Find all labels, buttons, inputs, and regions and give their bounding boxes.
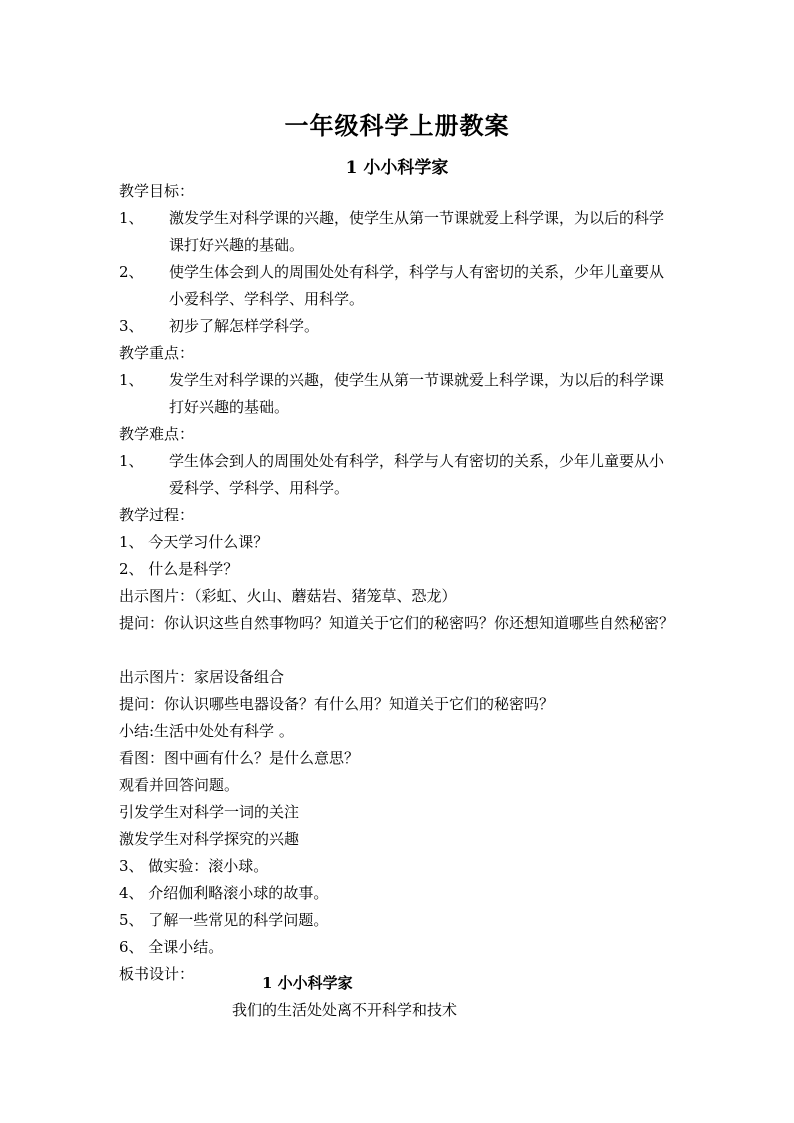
process-line: 1、 今天学习什么课？	[119, 533, 269, 551]
item-number: 1、	[119, 371, 144, 389]
item-number: 1、	[119, 209, 144, 227]
board-design-title: 1 小小科学家	[262, 974, 353, 992]
process-line: 提问：你认识这些自然事物吗？知道关于它们的秘密吗？你还想知道哪些自然秘密？	[119, 614, 675, 632]
process-line: 3、 做实验：滚小球。	[119, 857, 269, 875]
item-number: 2、	[119, 263, 144, 281]
item-number: 3、	[119, 317, 144, 335]
process-line: 6、 全课小结。	[119, 938, 224, 956]
board-design-text: 我们的生活处处离不开科学和技术	[232, 1001, 458, 1019]
key-point-item	[119, 367, 679, 421]
process-line: 出示图片：（彩虹、火山、蘑菇岩、猪笼草、恐龙）	[119, 587, 457, 605]
item-number: 1、	[119, 452, 144, 470]
process-line: 4、 介绍伽利略滚小球的故事。	[119, 884, 329, 902]
board-design-heading: 板书设计：	[119, 965, 195, 983]
process-line: 小结:生活中处处有科学 。	[119, 722, 294, 740]
goal-item	[119, 259, 679, 313]
process-heading: 教学过程：	[119, 506, 195, 524]
document-body	[119, 178, 679, 988]
process-line: 引发学生对科学一词的关注	[119, 803, 300, 821]
item-text: 发学生对科学课的兴趣，使学生从第一节课就爱上科学课，为以后的科学课打好兴趣的基础。	[169, 371, 665, 416]
difficult-point-item	[119, 448, 679, 502]
process-line: 激发学生对科学探究的兴趣	[119, 830, 300, 848]
item-text: 初步了解怎样学科学。	[169, 317, 320, 335]
goals-heading: 教学目标：	[119, 182, 195, 200]
goal-item	[119, 205, 679, 259]
process-line: 提问：你认识哪些电器设备？有什么用？知道关于它们的秘密吗？	[119, 695, 555, 713]
item-text: 激发学生对科学课的兴趣，使学生从第一节课就爱上科学课，为以后的科学课打好兴趣的基础。	[169, 209, 665, 254]
item-text: 学生体会到人的周围处处有科学，科学与人有密切的关系，少年儿童要从小爱科学、学科学、用科学。	[169, 452, 665, 497]
process-line: 出示图片：家居设备组合	[119, 668, 285, 686]
process-line: 5、 了解一些常见的科学问题。	[119, 911, 329, 929]
process-line: 观看并回答问题。	[119, 776, 240, 794]
document-title: 一年级科学上册教案	[284, 111, 510, 140]
item-text: 使学生体会到人的周围处处有科学，科学与人有密切的关系，少年儿童要从小爱科学、学科学、用科学。	[169, 263, 665, 308]
process-line: 2、 什么是科学？	[119, 560, 239, 578]
key-points-heading: 教学重点：	[119, 344, 195, 362]
process-line: 看图：图中画有什么？是什么意思？	[119, 749, 360, 767]
lesson-title: 1 小小科学家	[345, 158, 449, 178]
difficult-points-heading: 教学难点：	[119, 425, 195, 443]
goal-item	[119, 313, 679, 340]
